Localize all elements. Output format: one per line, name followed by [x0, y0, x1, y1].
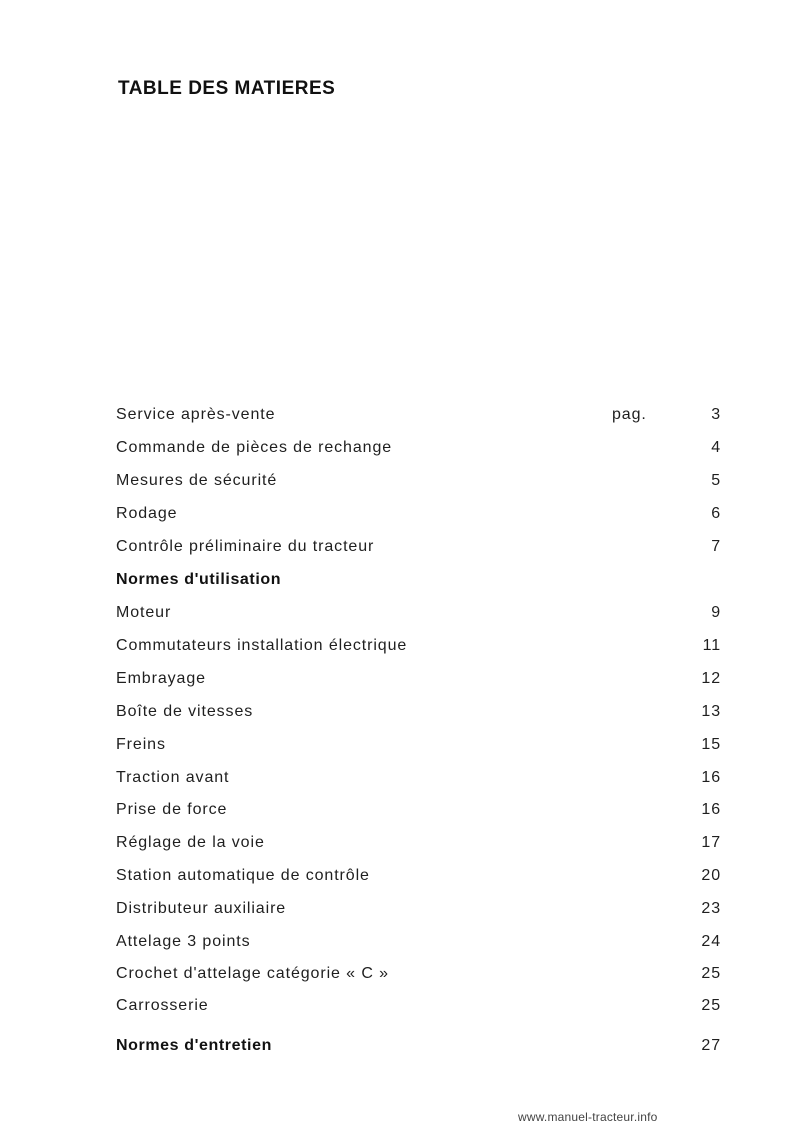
- toc-entry-label: Freins: [116, 736, 166, 753]
- toc-entry-label: Mesures de sécurité: [116, 472, 278, 489]
- toc-page-number: 25: [701, 965, 721, 982]
- toc-entry-label: Boîte de vitesses: [116, 703, 254, 720]
- toc-entry-label: Commutateurs installation électrique: [116, 637, 408, 654]
- toc-entry-label: Réglage de la voie: [116, 834, 265, 851]
- toc-entry: [116, 403, 726, 427]
- toc-page-number: 20: [701, 867, 721, 884]
- toc-section-heading: [116, 1034, 726, 1058]
- toc-entry-label: Commande de pièces de rechange: [116, 439, 393, 456]
- toc-entry-label: Distributeur auxiliaire: [116, 900, 287, 917]
- toc-page-number: 7: [711, 538, 721, 555]
- toc-entry: [116, 469, 726, 493]
- toc-entry-label: Prise de force: [116, 801, 228, 818]
- toc-entry: [116, 798, 726, 822]
- page-title: TABLE DES MATIERES: [118, 78, 336, 99]
- pag-label: pag.: [612, 406, 647, 423]
- toc-entry-label: Moteur: [116, 604, 172, 621]
- toc-page-number: 11: [702, 637, 721, 654]
- toc-entry-label: Normes d'entretien: [116, 1037, 272, 1054]
- toc-entry: [116, 634, 726, 658]
- toc-page-number: 5: [711, 472, 721, 489]
- toc-page-number: 24: [701, 933, 721, 950]
- toc-page-number: 25: [701, 997, 721, 1014]
- toc-entry: [116, 930, 726, 954]
- toc-entry-label: Contrôle préliminaire du tracteur: [116, 538, 375, 555]
- toc-page-number: 23: [701, 900, 721, 917]
- toc-entry-label: Attelage 3 points: [116, 933, 251, 950]
- toc-page-number: 27: [701, 1037, 721, 1054]
- toc-page-number: 9: [711, 604, 721, 621]
- footer-url: www.manuel-tracteur.info: [518, 1110, 658, 1124]
- toc-entry: [116, 502, 726, 526]
- toc-page-number: 15: [701, 736, 721, 753]
- toc-page-number: 17: [701, 834, 721, 851]
- toc-entry-label: Crochet d'attelage catégorie « C »: [116, 965, 389, 982]
- toc-page-number: 16: [701, 801, 721, 818]
- toc-entry: [116, 897, 726, 921]
- toc-entry-label: Station automatique de contrôle: [116, 867, 370, 884]
- toc-page-number: 4: [711, 439, 721, 456]
- toc-page-number: 3: [711, 406, 721, 423]
- toc-entry-label: Normes d'utilisation: [116, 571, 282, 588]
- toc-entry-label: Rodage: [116, 505, 178, 522]
- toc-section-heading: [116, 568, 726, 592]
- toc-entry: [116, 831, 726, 855]
- toc-entry: [116, 601, 726, 625]
- toc-entry-label: Carrosserie: [116, 997, 209, 1014]
- toc-entry: [116, 535, 726, 559]
- toc-entry: [116, 700, 726, 724]
- toc-entry-label: Service après-vente: [116, 406, 276, 423]
- toc-page-number: 13: [701, 703, 721, 720]
- toc-entry: [116, 667, 726, 691]
- toc-entry: [116, 962, 726, 986]
- toc-entry: [116, 766, 726, 790]
- toc-page-number: 6: [711, 505, 721, 522]
- toc-entry: [116, 994, 726, 1018]
- toc-entry: [116, 436, 726, 460]
- toc-entry-label: Embrayage: [116, 670, 206, 687]
- toc-entry: [116, 864, 726, 888]
- toc-page-number: 12: [701, 670, 721, 687]
- toc-entry-label: Traction avant: [116, 769, 230, 786]
- toc-entry: [116, 733, 726, 757]
- toc-page-number: 16: [701, 769, 721, 786]
